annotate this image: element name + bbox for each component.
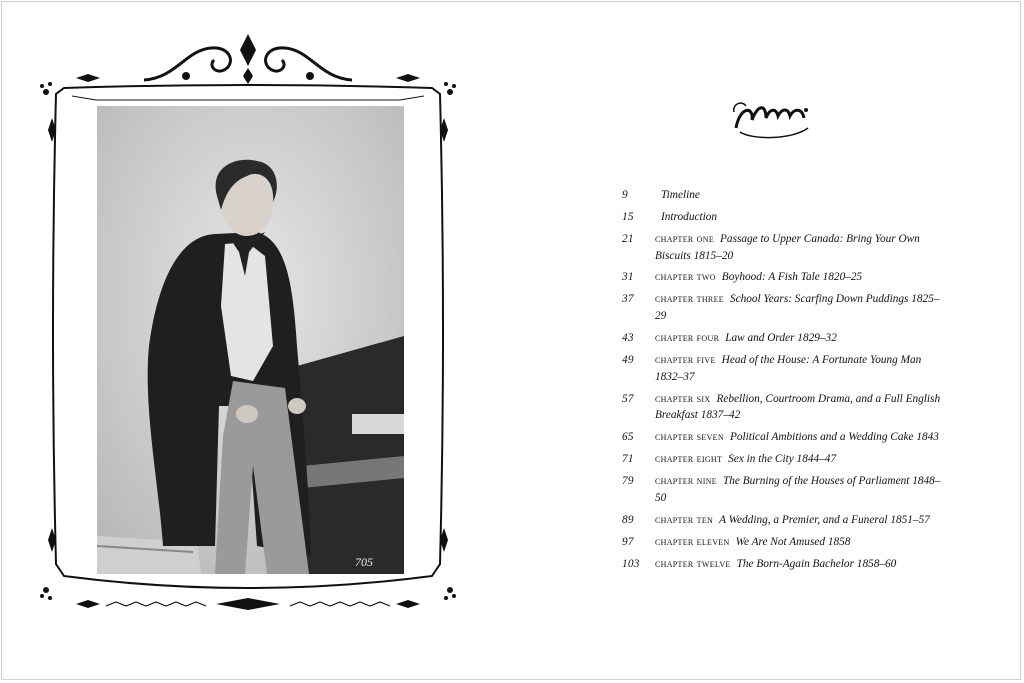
toc-chapter-label: chapter four [655,332,720,345]
toc-entry [622,512,942,529]
toc-chapter-label: chapter twelve [655,557,731,570]
toc-entry [622,556,942,573]
toc-page-number: 103 [622,557,640,570]
toc-page-number: 79 [622,475,634,488]
toc-chapter-label: chapter three [655,293,724,306]
toc-entry [622,451,942,468]
toc-page-number: 43 [622,332,634,345]
toc-entry [622,391,942,425]
toc-chapter-label: chapter two [655,271,716,284]
contents-title-ornament [732,98,812,142]
toc-page-number: 31 [622,271,634,284]
toc-chapter-title: Sex in the City 1844–47 [728,453,837,466]
toc-entry [622,330,942,347]
toc-entry [622,352,942,386]
toc-chapter-label: chapter nine [655,475,717,488]
toc-chapter-title: Introduction [661,210,718,223]
toc-chapter-title: Head of the House: A Fortunate Young Man 1832–37 [655,353,922,383]
toc-chapter-label: chapter eight [655,453,723,466]
toc-chapter-label: chapter seven [655,431,724,444]
toc-chapter-title: Political Ambitions and a Wedding Cake 1843 [729,431,939,444]
toc-chapter-title: School Years: Scarfing Down Puddings 1825–29 [655,293,940,323]
table-of-contents [622,187,942,577]
toc-chapter-title: Law and Order 1829–32 [725,332,837,345]
toc-entry [622,291,942,325]
toc-entry [622,429,942,446]
toc-entry [622,534,942,551]
toc-page-number: 49 [622,353,634,366]
photo-plate-number: 705 [355,555,373,569]
toc-page-number: 71 [622,453,634,466]
toc-chapter-title: Passage to Upper Canada: Bring Your Own Biscuits 1815–20 [655,232,920,262]
toc-page-number: 9 [622,189,628,201]
toc-entry [622,473,942,507]
toc-chapter-label: chapter ten [655,513,714,526]
toc-page-number: 65 [622,431,634,444]
toc-chapter-title: Timeline [661,189,700,201]
toc-page-number: 97 [622,535,634,548]
toc-page-number: 57 [622,392,634,405]
toc-chapter-title: We Are Not Amused 1858 [735,535,851,548]
toc-page-number: 89 [622,513,634,526]
toc-entry [622,209,942,226]
toc-chapter-label: chapter eleven [655,535,730,548]
toc-chapter-label: chapter six [655,392,711,405]
toc-page-number: 37 [622,293,634,306]
toc-chapter-title: The Burning of the Houses of Parliament 1848–50 [655,475,941,504]
toc-chapter-title: Boyhood: A Fish Tale 1820–25 [721,271,863,284]
toc-entry [622,187,942,204]
portrait-photograph [97,106,404,574]
toc-chapter-label: chapter one [655,232,715,245]
toc-page-number: 21 [622,232,634,245]
toc-chapter-label: chapter five [655,353,716,366]
toc-chapter-title: The Born-Again Bachelor 1858–60 [736,557,897,570]
toc-chapter-title: Rebellion, Courtroom Drama, and a Full English Breakfast 1837–42 [655,392,941,422]
toc-page-number: 15 [622,210,634,223]
toc-entry [622,269,942,286]
toc-entry [622,231,942,265]
toc-chapter-title: A Wedding, a Premier, and a Funeral 1851–57 [719,513,930,526]
